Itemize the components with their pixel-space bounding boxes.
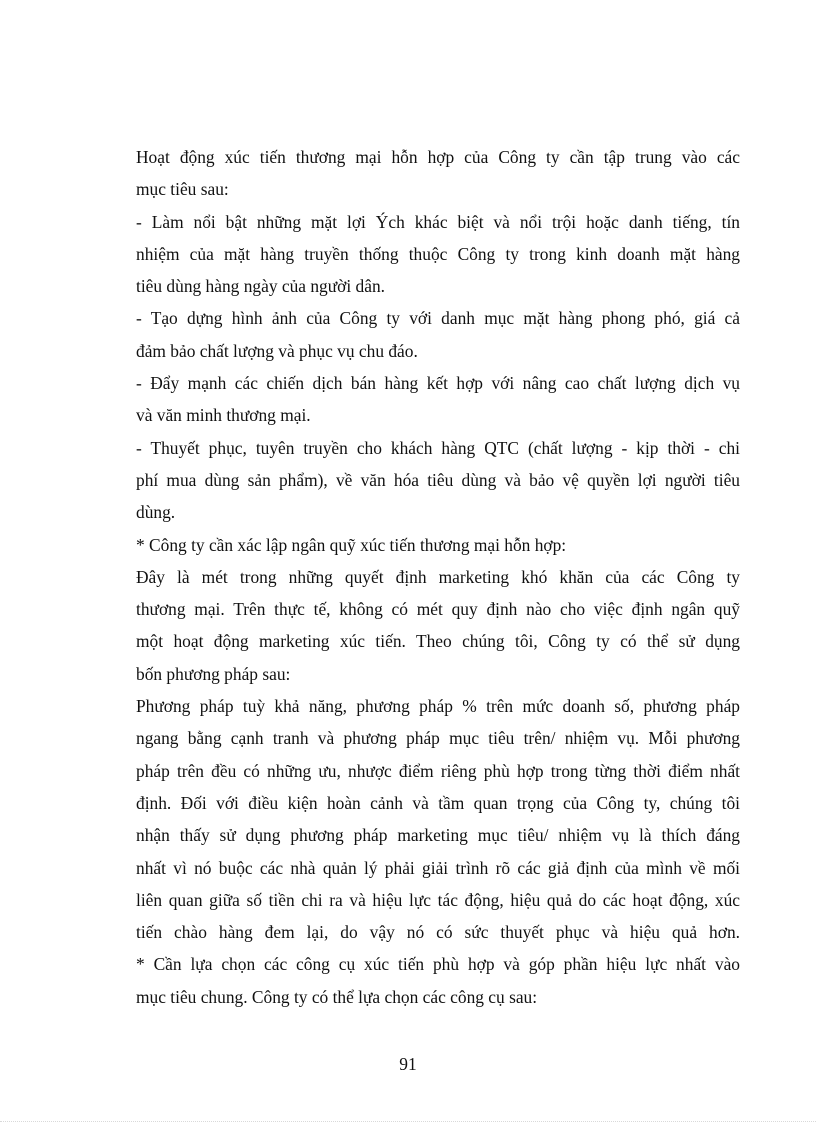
text-line: dùng. (136, 502, 176, 523)
text-line: - Làm nổi bật những mặt lợi Ých khác biệt và nổi trội hoặc danh tiếng, tín (136, 211, 740, 232)
text-line: một hoạt động marketing xúc tiến. Theo chúng tôi, Công ty có thể sử dụng (136, 631, 740, 652)
bullet-highlight-benefits (136, 206, 740, 303)
bullet-persuade-customers (136, 432, 740, 529)
text-line: - Thuyết phục, tuyên truyền cho khách hàng QTC (chất lượng - kịp thời - chi (136, 437, 740, 458)
text-line: phí mua dùng sản phẩm), về văn hóa tiêu dùng và bảo vệ quyền lợi người tiêu (136, 469, 740, 490)
text-line: mục tiêu chung. Công ty có thể lựa chọn các công cụ sau: (136, 986, 538, 1007)
text-line: thương mại. Trên thực tế, không có mét quy định nào cho việc định ngân quỹ (136, 599, 740, 620)
text-line: tiến chào hàng đem lại, do vậy nó có sức thuyết phục và hiệu quả hơn. (136, 922, 740, 943)
paragraph-budget-methods (136, 690, 740, 948)
section-budget-heading (136, 529, 740, 561)
text-line: ngang bằng cạnh tranh và phương pháp mục tiêu trên/ nhiệm vụ. Mỗi phương (136, 728, 740, 749)
page-bottom-divider (0, 1121, 816, 1122)
paragraph-intro (136, 141, 740, 206)
text-line: bốn phương pháp sau: (136, 663, 291, 684)
text-line: nhất vì nó buộc các nhà quản lý phải giải trình rõ các giả định của mình về mối (136, 857, 740, 878)
text-line: pháp trên đều có những ưu, nhược điểm riêng phù hợp trong từng thời điểm nhất (136, 760, 740, 781)
paragraph-budget-decision (136, 561, 740, 690)
body-text (136, 141, 740, 1013)
bullet-build-image (136, 302, 740, 367)
text-line: * Công ty cần xác lập ngân quỹ xúc tiến thương mại hỗn hợp: (136, 534, 567, 555)
text-line: - Đẩy mạnh các chiến dịch bán hàng kết hợp với nâng cao chất lượng dịch vụ (136, 373, 740, 394)
text-line: nhận thấy sử dụng phương pháp marketing mục tiêu/ nhiệm vụ là thích đáng (136, 825, 740, 846)
text-line: Hoạt động xúc tiến thương mại hỗn hợp của Công ty cần tập trung vào các (136, 147, 740, 167)
text-line: Đây là mét trong những quyết định marketing khó khăn của các Công ty (136, 566, 740, 587)
text-line: liên quan giữa số tiền chi ra và hiệu lực tác động, hiệu quả do các hoạt động, xúc (136, 889, 740, 910)
text-line: định. Đối với điều kiện hoàn cảnh và tầm quan trọng của Công ty, chúng tôi (136, 792, 740, 813)
text-line: nhiệm của mặt hàng truyền thống thuộc Công ty trong kinh doanh mặt hàng (136, 243, 740, 264)
text-line: Phương pháp tuỳ khả năng, phương pháp % trên mức doanh số, phương pháp (136, 696, 740, 717)
text-line: đảm bảo chất lượng và phục vụ chu đáo. (136, 340, 418, 361)
text-line: mục tiêu sau: (136, 179, 229, 200)
section-tools-heading (136, 948, 740, 1013)
bullet-sales-campaigns (136, 367, 740, 432)
text-line: - Tạo dựng hình ảnh của Công ty với danh mục mặt hàng phong phó, giá cả (136, 308, 740, 329)
text-line: tiêu dùng hàng ngày của người dân. (136, 276, 385, 297)
text-line: * Cần lựa chọn các công cụ xúc tiến phù hợp và góp phần hiệu lực nhất vào (136, 954, 740, 975)
page-number: 91 (399, 1054, 417, 1074)
text-line: và văn minh thương mại. (136, 405, 311, 426)
